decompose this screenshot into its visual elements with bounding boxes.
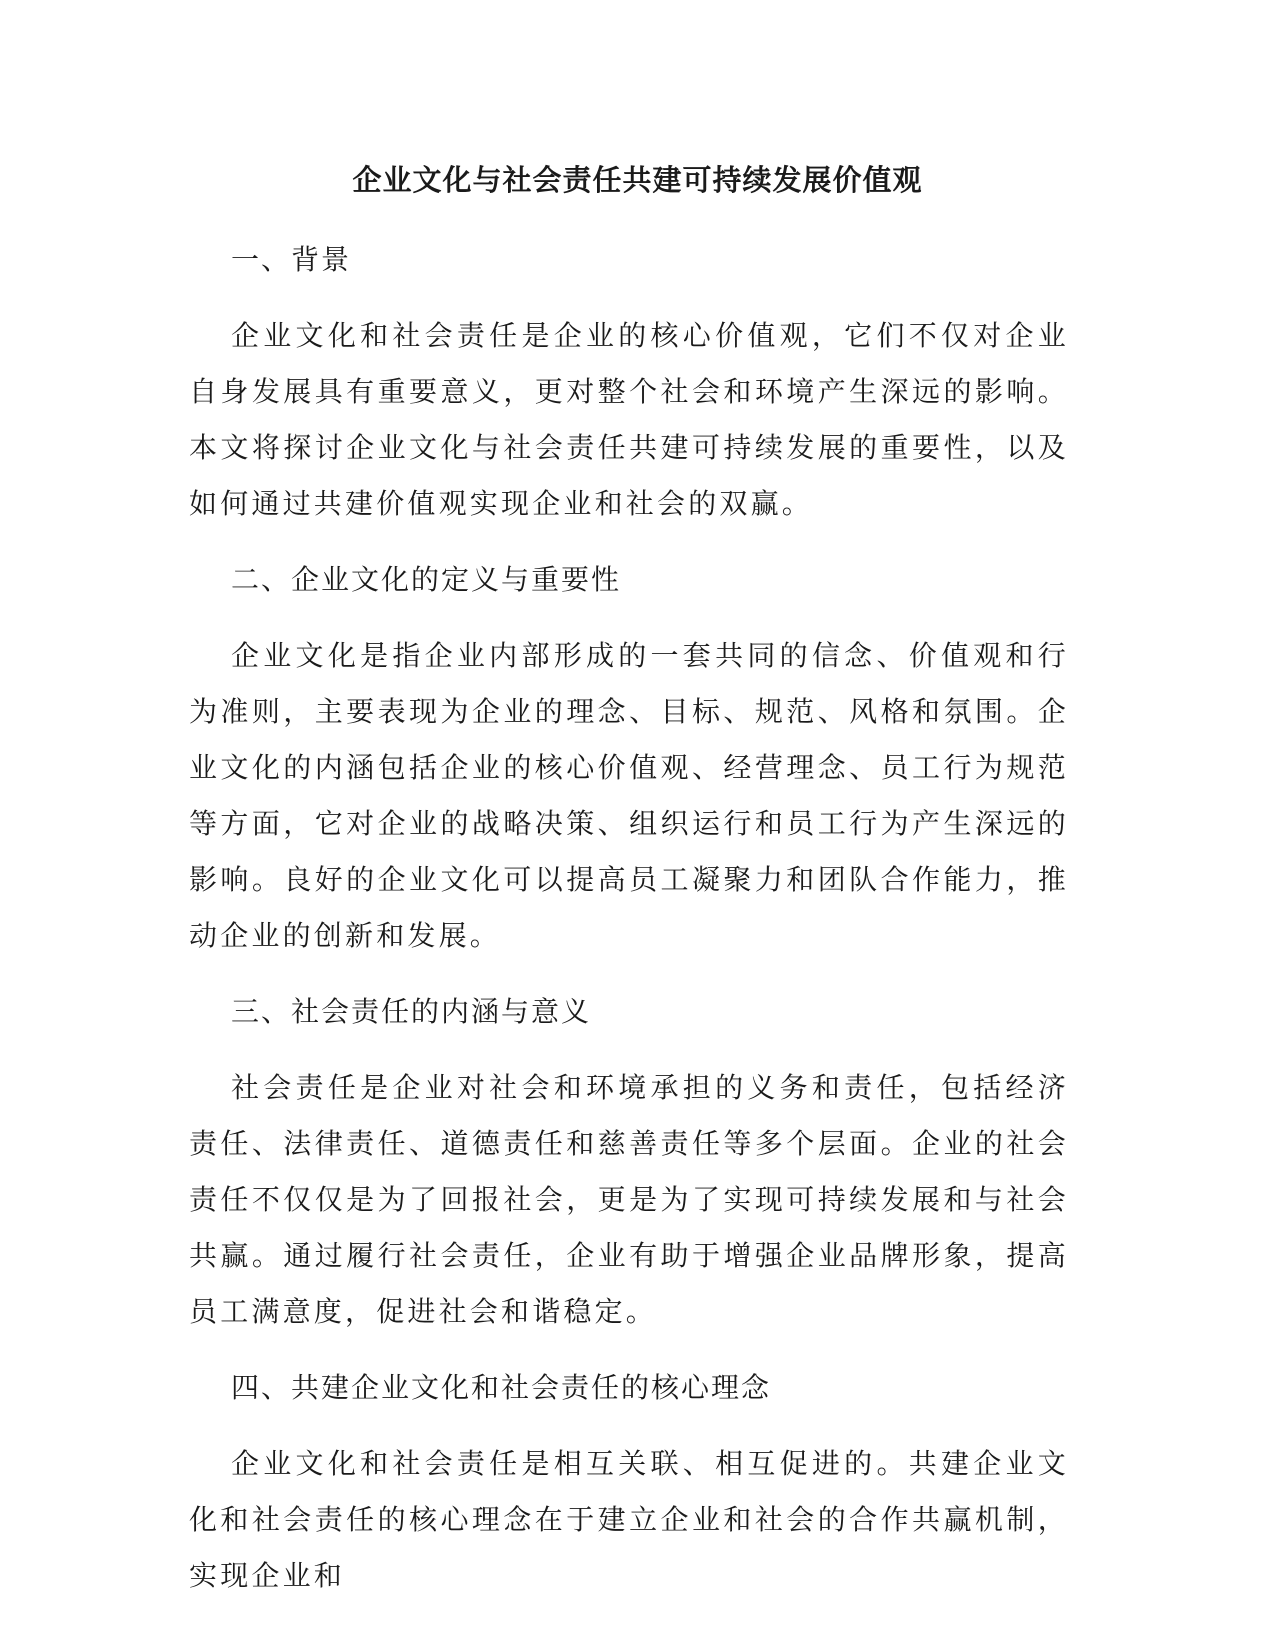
document-body: [189, 232, 1069, 1604]
section-paragraph: 企业文化和社会责任是相互关联、相互促进的。共建企业文化和社会责任的核心理念在于建立企业和社会的合作共赢机制，实现企业和: [189, 1447, 1069, 1592]
section-heading: 二、企业文化的定义与重要性: [231, 563, 622, 596]
section-paragraph: 社会责任是企业对社会和环境承担的义务和责任，包括经济责任、法律责任、道德责任和慈善责任等多个层面。企业的社会责任不仅仅是为了回报社会，更是为了实现可持续发展和与社会共赢。通过履行社会责任，企业有助于增强企业品牌形象，提高员工满意度，促进社会和谐稳定。: [189, 1071, 1069, 1328]
section-social-responsibility: [189, 984, 1069, 1360]
section-core-concept: [189, 1360, 1069, 1604]
section-paragraph: 企业文化是指企业内部形成的一套共同的信念、价值观和行为准则，主要表现为企业的理念、目标、规范、风格和氛围。企业文化的内涵包括企业的核心价值观、经营理念、员工行为规范等方面，它对企业的战略决策、组织运行和员工行为产生深远的影响。良好的企业文化可以提高员工凝聚力和团队合作能力，推动企业的创新和发展。: [189, 639, 1069, 952]
section-background: [189, 232, 1069, 552]
section-heading: 三、社会责任的内涵与意义: [231, 995, 592, 1028]
section-heading: 一、背景: [231, 243, 352, 276]
section-heading: 四、共建企业文化和社会责任的核心理念: [231, 1371, 772, 1404]
section-corporate-culture: [189, 552, 1069, 984]
section-paragraph: 企业文化和社会责任是企业的核心价值观，它们不仅对企业自身发展具有重要意义，更对整个社会和环境产生深远的影响。本文将探讨企业文化与社会责任共建可持续发展的重要性，以及如何通过共建价值观实现企业和社会的双赢。: [189, 319, 1069, 520]
document-title: 企业文化与社会责任共建可持续发展价值观: [352, 163, 923, 197]
